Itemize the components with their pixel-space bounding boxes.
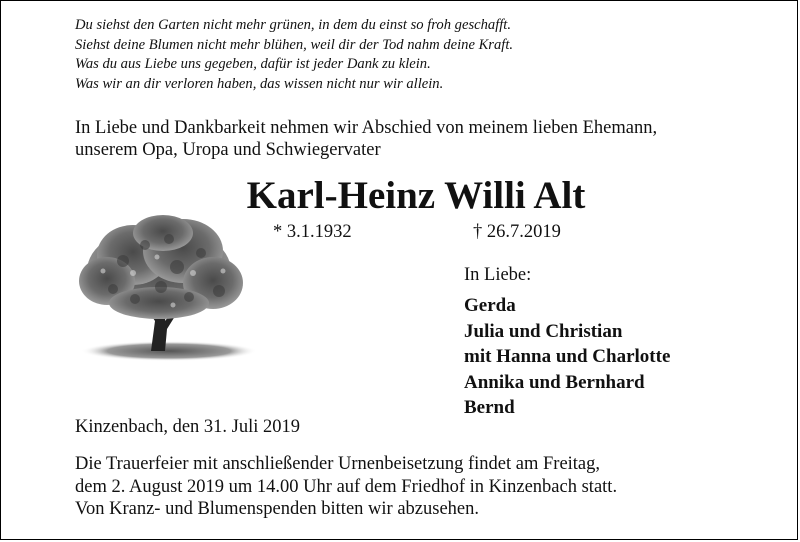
- service-line: dem 2. August 2019 um 14.00 Uhr auf dem Friedhof in Kinzenbach statt.: [75, 476, 618, 497]
- mourner-name: Gerda: [464, 295, 516, 316]
- poem-line: Was wir an dir verloren haben, das wissen nicht nur wir allein.: [75, 75, 444, 92]
- poem-line: Du siehst den Garten nicht mehr grünen, in dem du einst so froh geschafft.: [75, 17, 512, 33]
- intro-text: [75, 117, 657, 161]
- deceased-name: Karl-Heinz Willi Alt: [246, 174, 586, 217]
- mourner-name: mit Hanna und Charlotte: [464, 346, 671, 367]
- poem-line: Was du aus Liebe uns gegeben, dafür ist jeder Dank zu klein.: [75, 56, 431, 72]
- death-date: † 26.7.2019: [473, 222, 561, 242]
- mourner-name: Julia und Christian: [464, 320, 623, 342]
- in-love-label: In Liebe:: [464, 265, 532, 285]
- mourner-name: Annika und Bernhard: [464, 371, 645, 393]
- mourner-name: Bernd: [464, 397, 515, 418]
- intro-line: unserem Opa, Uropa und Schwiegervater: [75, 140, 381, 160]
- poem-line: Siehst deine Blumen nicht mehr blühen, weil dir der Tod nahm deine Kraft.: [75, 36, 514, 53]
- tree-icon: [73, 211, 259, 363]
- birth-date: * 3.1.1932: [273, 222, 352, 242]
- poem: [75, 16, 513, 94]
- mourners-list: [464, 293, 670, 421]
- funeral-service-info: [75, 453, 617, 498]
- intro-line: In Liebe und Dankbarkeit nehmen wir Abschied von meinem lieben Ehemann,: [75, 118, 658, 138]
- place-date: Kinzenbach, den 31. Juli 2019: [75, 417, 301, 437]
- service-line: Die Trauerfeier mit anschließender Urnenbeisetzung findet am Freitag,: [75, 454, 601, 474]
- flowers-note: Von Kranz- und Blumenspenden bitten wir abzusehen.: [75, 499, 479, 519]
